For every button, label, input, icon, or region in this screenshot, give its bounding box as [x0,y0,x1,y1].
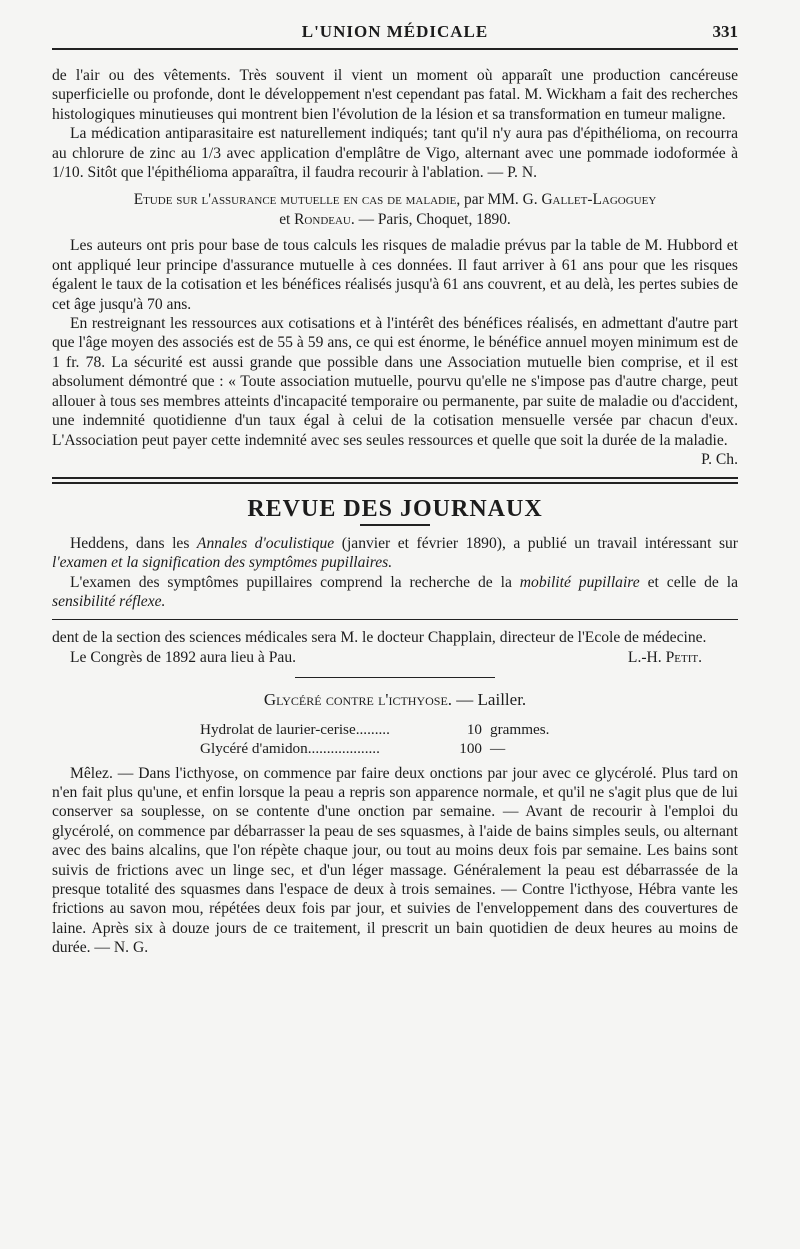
ingredient-unit: — [490,739,506,757]
recipe-row [200,720,738,739]
article1-paragraph-2: La médication antiparasitaire est naturellement indiqués; tant qu'il n'y aura pas d'épithélioma, on recourra au chlorure de zinc au 1/3 avec application d'emplâtre de Vigo, alternant avec une pommade iodoformée à 1/10. Sitôt que l'épithélioma apparaîtra, il faudra recourir à l'ablation. — P. N. [52,125,738,182]
page-header [52,22,738,50]
page-number: 331 [712,22,738,41]
ingredient-qty: 10 [466,720,482,738]
ingredient-qty: 100 [459,739,482,757]
review-author-2: Rondeau. [294,211,355,229]
review-line2-pre: et [279,211,295,229]
recipe-title [52,690,738,709]
recipe-title-main: Glycéré contre l'icthyose. [263,690,453,710]
section-divider [52,477,738,484]
review-paragraph-2: En restreignant les ressources aux cotisations et à l'intérêt des bénéfices réalisés, en admettant d'autre part que l'âge moyen des associés est de 55 à 59 ans, ce qui est énorme, le bénéfice annuel moyen minimum est de 1 fr. 78. La sécurité est aussi grande que possible dans une Association mutuelle bien comprise, et il est absolument démontré que : « Toute association mutuelle, pourvu qu'elle ne s'impose pas d'autre charge, peut allouer à tous ses membres atteints d'incapacité temporaire ou permanente, par suite de maladie ou d'accident, une indemnité quotidienne d'un taux égal à celui de la cotisation mensuelle versée par chacun d'eux. L'Association peut payer cette indemnité avec ses seules ressources et quelle que soit la durée de la maladie. [52,315,738,449]
review-title-rest: par MM. G. [460,191,542,209]
heading-underline [360,524,430,526]
review-author-1: Gallet-Lagoguey [541,191,657,209]
review-publisher: — Paris, Choquet, 1890. [354,211,511,229]
recipe-author: — Lailler. [452,690,527,710]
ingredient-name: Glycéré d'amidon................... [200,739,380,757]
ingredient-unit: grammes. [490,720,550,738]
recipe-ingredients [52,720,738,758]
recipe-row [200,739,738,758]
article1-paragraph-1: de l'air ou des vêtements. Très souvent il vient un moment où apparaît une production cancéreuse superficielle ou profonde, dont le développement n'est cependant pas fatal. M. Wickham a fait des recherches histologiques minutieuses qui montrent bien l'évolution de la lésion et sa transformation en tumeur maligne. [52,67,738,123]
journals-paragraph-1: Heddens, dans les Annales d'oculistique (janvier et février 1890), a publié un travail intéressant sur l'examen et la signification des symptômes pupillaires. [52,534,739,572]
congress-paragraph-2: Le Congrès de 1892 aura lieu à Pau. [70,648,297,666]
page-body [52,66,738,958]
ingredient-name: Hydrolat de laurier-cerise......... [200,720,390,738]
review-signature: P. Ch. [701,450,738,468]
review-title-main: Etude sur l'assurance mutuelle en cas de maladie, [133,191,461,209]
recipe-paragraph: Mêlez. — Dans l'icthyose, on commence par faire deux onctions par jour avec ce glycérolé. Plus tard on n'en fait plus qu'une, et enfin lorsque la peau a repris son apparence normale, et qu'il ne s'agit plus que de lui conserver sa souplesse, on se contente d'une onction par semaine. — Avant de recourir à l'emploi du glycérolé, on commence par débarrasser la peau de ses squasmes, à l'aide de bains simples seuls, ou alternant avec des bains alcalins, que l'on répète chaque jour, ou tout au moins deux fois par semaine. Les bains sont suivis de frictions avec un linge sec, et d'un léger massage. Généralement la peau est débarrassée de la presque totalité des squasmes dans l'espace de deux à trois semaines. — Contre l'icthyose, Hébra vante les frictions au savon mou, répétées deux fois par jour, et suivies de l'enveloppement dans des couvertures de laine. Après six à douze jours de ce traitement, il prescrit un bain quotidien de deux heures au moins de durée. — N. G. [52,764,738,957]
journal-title: L'UNION MÉDICALE [301,22,489,41]
column-divider [52,619,738,620]
congress-footer [52,648,738,667]
short-divider [295,677,495,678]
review-paragraph-1: Les auteurs ont pris pour base de tous calculs les risques de maladie prévus par la table de M. Hubbord et ont appliqué leur principe d'assurance mutuelle à ces données. Il faut arriver à 61 ans pour que les risques égalent le taux de la cotisation et les bénéfices réalisés jusqu'à 61 ans couvrent, et au delà, les pertes subies de cet âge jusqu'à 70 ans. [52,237,738,313]
review-title [52,190,738,230]
section-heading: REVUE DES JOURNAUX [247,496,543,523]
congress-paragraph-1: dent de la section des sciences médicales sera M. le docteur Chapplain, directeur de l'Ecole de médecine. [52,629,707,647]
journals-paragraph-2: L'examen des symptômes pupillaires comprend la recherche de la mobilité pupillaire et celle de la sensibilité réflexe. [52,573,739,610]
congress-signature: L.-H. Petit. [627,648,702,666]
